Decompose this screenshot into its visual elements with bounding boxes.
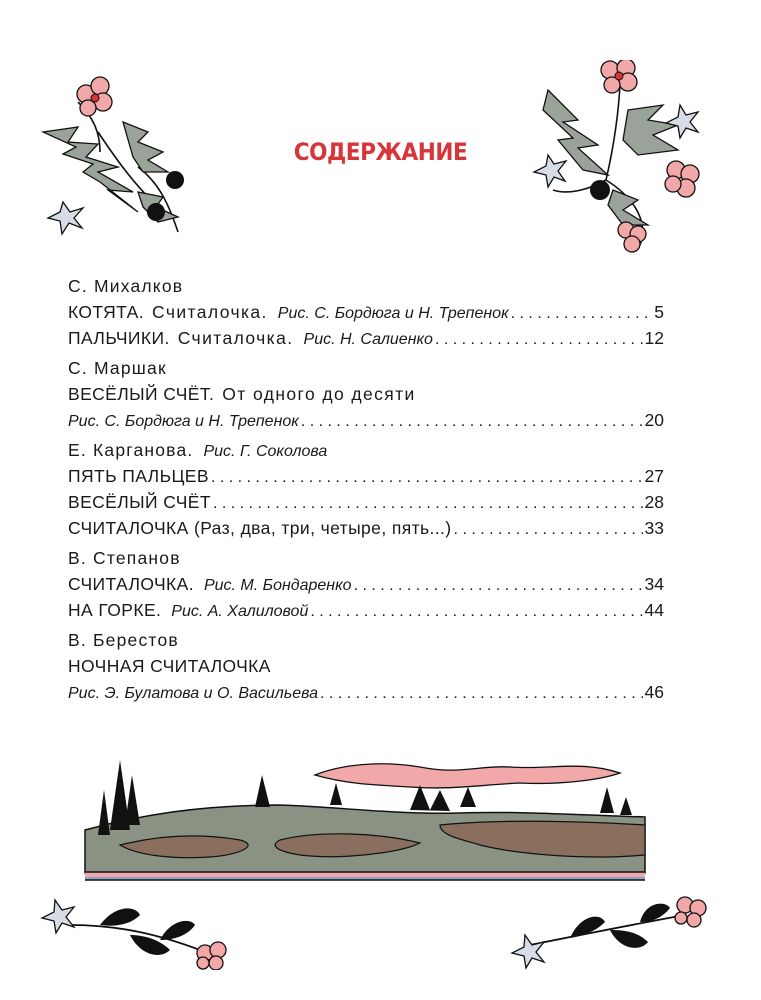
entry-title: ПАЛЬЧИКИ. (68, 328, 170, 348)
dot-leader (213, 491, 643, 517)
dot-leader (211, 465, 643, 491)
entry-illustrator: Рис. Н. Салиенко (303, 331, 433, 348)
toc-heading (68, 381, 664, 407)
entry-subtitle: От одного до десяти (222, 384, 416, 404)
entry-illustrator: Рис. Э. Булатова и О. Васильева (68, 685, 319, 702)
entry-illustrator: Рис. М. Бондаренко (203, 577, 352, 594)
entry-title: ВЕСЁЛЫЙ СЧЁТ (68, 492, 211, 512)
toc-entry (68, 299, 664, 325)
entry-subtitle: Считалочка. (177, 328, 294, 348)
toc-heading (68, 653, 664, 679)
toc-entry (68, 571, 664, 597)
dot-leader (320, 681, 643, 707)
author-name: В. Степанов (68, 548, 181, 568)
landscape-illustration-icon (80, 745, 650, 885)
dot-leader (454, 517, 643, 543)
toc-author (68, 355, 664, 381)
toc-entry (68, 597, 664, 623)
toc-entry (68, 463, 664, 489)
entry-title: СЧИТАЛОЧКА. (68, 574, 194, 594)
entry-title: СЧИТАЛОЧКА (Раз, два, три, четыре, пять...) (68, 518, 452, 538)
entry-title: КОТЯТА. (68, 302, 144, 322)
dot-leader (435, 327, 643, 353)
toc-entry (68, 515, 664, 541)
entry-title: ПЯТЬ ПАЛЬЦЕВ (68, 466, 209, 486)
page-number: 5 (654, 302, 664, 322)
page-number: 46 (644, 682, 664, 702)
page-number: 33 (644, 518, 664, 538)
entry-illustrator: Рис. Г. Соколова (203, 443, 328, 460)
entry-subtitle: Считалочка. (152, 302, 268, 322)
flower-ornament-bottom-right-icon (510, 890, 710, 970)
page-number: 27 (644, 466, 664, 486)
toc-entry (68, 489, 664, 515)
page-title: СОДЕРЖАНИЕ (293, 138, 468, 166)
dot-leader (354, 573, 643, 599)
entry-illustrator: Рис. С. Бордюга и Н. Трепенок (68, 413, 299, 430)
page-number: 44 (644, 600, 664, 620)
dot-leader (310, 599, 642, 625)
toc-author (68, 437, 664, 463)
author-name: С. Михалков (68, 276, 184, 296)
author-name: В. Берестов (68, 630, 179, 650)
entry-title: ВЕСЁЛЫЙ СЧЁТ. (68, 384, 215, 404)
page-number: 12 (644, 328, 664, 348)
page-number: 20 (644, 410, 664, 430)
page-number: 28 (644, 492, 664, 512)
entry-illustrator: Рис. С. Бордюга и Н. Трепенок (277, 305, 509, 322)
flower-ornament-bottom-left-icon (40, 895, 240, 970)
toc-entry (68, 325, 664, 351)
toc-author (68, 273, 664, 299)
toc-illustrator-line (68, 407, 664, 433)
toc-author (68, 545, 664, 571)
entry-illustrator: Рис. А. Халиловой (171, 603, 309, 620)
dot-leader (301, 409, 643, 435)
author-name: С. Маршак (68, 358, 167, 378)
entry-title: НА ГОРКЕ. (68, 600, 162, 620)
author-name: Е. Карганова. (68, 440, 194, 460)
page-number: 34 (644, 574, 664, 594)
dot-leader (511, 301, 652, 327)
toc-author (68, 627, 664, 653)
table-of-contents (68, 273, 664, 705)
entry-title: НОЧНАЯ СЧИТАЛОЧКА (68, 656, 271, 676)
toc-illustrator-line (68, 679, 664, 705)
